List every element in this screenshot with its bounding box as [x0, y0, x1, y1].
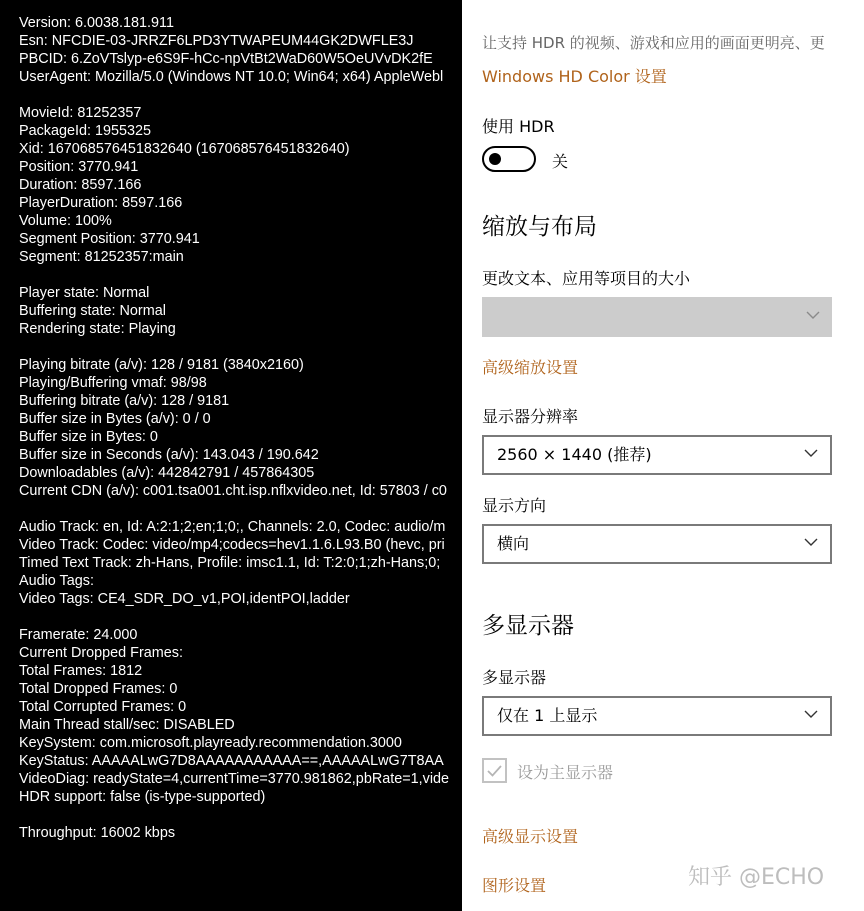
debug-info-line: Video Track: Codec: video/mp4;codecs=hev1.1.6.L93.B0 (hevc, pri	[19, 537, 445, 553]
debug-info-line: Volume: 100%	[19, 213, 112, 229]
debug-info-line: Buffer size in Bytes (a/v): 0 / 0	[19, 411, 211, 427]
zhihu-watermark: 知乎 @ECHO	[688, 865, 825, 890]
hdr-toggle-state-text: 关	[552, 152, 569, 171]
debug-info-line: Segment Position: 3770.941	[19, 231, 200, 247]
debug-info-line: Version: 6.0038.181.911	[19, 15, 174, 31]
display-orientation-dropdown[interactable]	[482, 524, 832, 564]
debug-info-line: Player state: Normal	[19, 285, 150, 301]
debug-info-line: KeySystem: com.microsoft.playready.recommendation.3000	[19, 735, 402, 751]
debug-info-line: Total Dropped Frames: 0	[19, 681, 178, 697]
debug-info-line: Rendering state: Playing	[19, 321, 176, 337]
debug-info-line	[19, 806, 462, 824]
debug-info-line: UserAgent: Mozilla/5.0 (Windows NT 10.0; Win64; x64) AppleWebl	[19, 69, 444, 85]
debug-info-line: Playing/Buffering vmaf: 98/98	[19, 375, 207, 391]
debug-info-line: MovieId: 81252357	[19, 105, 142, 121]
debug-info-line: Timed Text Track: zh-Hans, Profile: imsc1.1, Id: T:2:0;1;zh-Hans;0;	[19, 555, 441, 571]
debug-info-line	[19, 86, 462, 104]
toggle-knob	[489, 153, 501, 165]
chevron-down-icon	[804, 449, 818, 458]
advanced-scaling-settings-link[interactable]: 高级缩放设置	[482, 358, 579, 377]
debug-info-line: VideoDiag: readyState=4,currentTime=3770.981862,pbRate=1,vide	[19, 771, 450, 787]
debug-info-line: Total Corrupted Frames: 0	[19, 699, 187, 715]
debug-info-line: KeyStatus: AAAAALwG7D8AAAAAAAAAAA==,AAAAALwG7T8AA	[19, 753, 444, 769]
debug-info-line: Buffering bitrate (a/v): 128 / 9181	[19, 393, 230, 409]
debug-info-list	[19, 14, 462, 842]
debug-info-line: Segment: 81252357:main	[19, 249, 184, 265]
debug-info-line: Playing bitrate (a/v): 128 / 9181 (3840x2160)	[19, 357, 304, 373]
debug-info-line: HDR support: false (is-type-supported)	[19, 789, 266, 805]
debug-info-line: Downloadables (a/v): 442842791 / 457864305	[19, 465, 315, 481]
debug-info-line: PBCID: 6.ZoVTslyp-e6S9F-hCc-npVtBt2WaD60W5OeUVvDK2fE	[19, 51, 433, 67]
debug-info-line: Current Dropped Frames:	[19, 645, 183, 661]
main-display-checkbox[interactable]	[482, 758, 507, 783]
hdr-description: 让支持 HDR 的视频、游戏和应用的画面更明亮、更	[482, 34, 825, 52]
debug-info-line	[19, 500, 462, 518]
debug-info-line: Framerate: 24.000	[19, 627, 138, 643]
multiple-displays-dropdown[interactable]	[482, 696, 832, 736]
debug-info-line	[19, 338, 462, 356]
debug-info-line: Xid: 167068576451832640 (167068576451832640)	[19, 141, 350, 157]
display-resolution-label: 显示器分辨率	[482, 407, 579, 426]
checkmark-icon	[486, 762, 503, 779]
debug-info-line: Total Frames: 1812	[19, 663, 143, 679]
debug-info-line: Buffer size in Bytes: 0	[19, 429, 158, 445]
debug-info-line: Buffering state: Normal	[19, 303, 166, 319]
multiple-displays-section-title: 多显示器	[482, 613, 574, 639]
hdr-toggle-switch[interactable]	[482, 146, 536, 172]
debug-info-line	[19, 266, 462, 284]
windows-hd-color-settings-link[interactable]: Windows HD Color 设置	[482, 67, 667, 86]
display-settings-panel	[462, 0, 864, 911]
debug-info-line: Buffer size in Seconds (a/v): 143.043 / 190.642	[19, 447, 319, 463]
use-hdr-label: 使用 HDR	[482, 117, 555, 136]
chevron-down-icon	[806, 311, 820, 320]
multiple-displays-label: 多显示器	[482, 668, 547, 687]
display-orientation-label: 显示方向	[482, 496, 547, 515]
debug-info-line: Video Tags: CE4_SDR_DO_v1,POI,identPOI,ladder	[19, 591, 350, 607]
display-resolution-dropdown[interactable]	[482, 435, 832, 475]
chevron-down-icon	[804, 538, 818, 547]
debug-info-line: Audio Tags:	[19, 573, 94, 589]
text-size-label: 更改文本、应用等项目的大小	[482, 269, 691, 288]
debug-info-line: Current CDN (a/v): c001.tsa001.cht.isp.nflxvideo.net, Id: 57803 / c0	[19, 483, 447, 499]
scale-layout-section-title: 缩放与布局	[482, 214, 597, 240]
display-orientation-value: 横向	[497, 534, 530, 553]
chevron-down-icon	[804, 710, 818, 719]
debug-info-line: Throughput: 16002 kbps	[19, 825, 176, 841]
graphics-settings-link[interactable]: 图形设置	[482, 876, 547, 895]
multiple-displays-value: 仅在 1 上显示	[497, 706, 598, 725]
debug-info-line: Esn: NFCDIE-03-JRRZF6LPD3YTWAPEUM44GK2DWFLE3J	[19, 33, 414, 49]
debug-info-line: PackageId: 1955325	[19, 123, 152, 139]
debug-info-line: Position: 3770.941	[19, 159, 139, 175]
text-size-dropdown	[482, 297, 832, 337]
debug-info-line: PlayerDuration: 8597.166	[19, 195, 183, 211]
debug-info-line: Main Thread stall/sec: DISABLED	[19, 717, 235, 733]
main-display-checkbox-label: 设为主显示器	[517, 763, 614, 782]
debug-info-line: Duration: 8597.166	[19, 177, 142, 193]
debug-info-line: Audio Track: en, Id: A:2:1;2;en;1;0;, Channels: 2.0, Codec: audio/m	[19, 519, 446, 535]
advanced-display-settings-link[interactable]: 高级显示设置	[482, 827, 579, 846]
debug-info-line	[19, 608, 462, 626]
display-resolution-value: 2560 × 1440 (推荐)	[497, 445, 652, 464]
